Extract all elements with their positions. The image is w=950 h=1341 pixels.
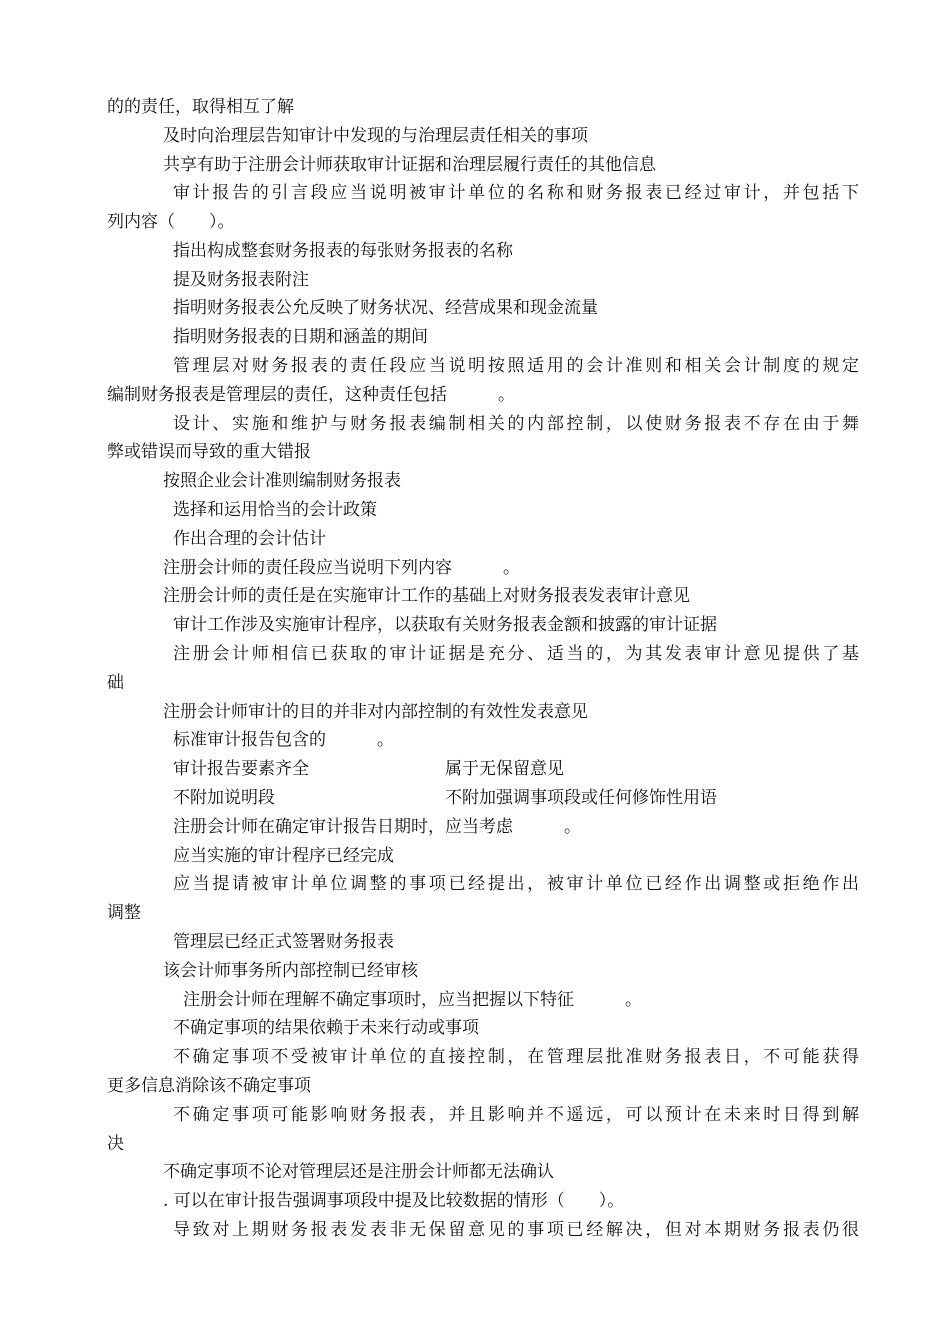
text-line: 按照企业会计准则编制财务报表 bbox=[163, 471, 401, 491]
text-line: 设计、实施和维护与财务报表编制相关的内部控制，以使财务报表不存在由于舞 bbox=[173, 414, 859, 434]
text-line: 审计报告的引言段应当说明被审计单位的名称和财务报表已经过审计，并包括下 bbox=[173, 183, 859, 203]
text-line: 注册会计师的责任是在实施审计工作的基础上对财务报表发表审计意见 bbox=[163, 586, 690, 606]
text-line: 的的责任，取得相互了解 bbox=[107, 97, 294, 117]
text-line: 该会计师事务所内部控制已经审核 bbox=[163, 961, 418, 981]
text-line: 作出合理的会计估计 bbox=[173, 529, 326, 549]
text-line: 注册会计师的责任段应当说明下列内容 。 bbox=[163, 558, 520, 578]
text-line: 决 bbox=[107, 1134, 124, 1154]
text-line: 不附加强调事项段或任何修饰性用语 bbox=[445, 788, 717, 808]
text-line: 共享有助于注册会计师获取审计证据和治理层履行责任的其他信息 bbox=[163, 155, 656, 175]
text-line: 选择和运用恰当的会计政策 bbox=[173, 500, 377, 520]
text-line: 不确定事项不受被审计单位的直接控制，在管理层批准财务报表日，不可能获得 bbox=[173, 1047, 859, 1067]
text-line: 标准审计报告包含的 。 bbox=[173, 730, 394, 750]
text-line: 列内容（ ）。 bbox=[107, 212, 235, 232]
text-line: 管理层对财务报表的责任段应当说明按照适用的会计准则和相关会计制度的规定 bbox=[173, 356, 859, 376]
text-line: 不附加说明段 bbox=[173, 788, 275, 808]
text-line: 础 bbox=[107, 673, 124, 693]
text-line: 管理层已经正式签署财务报表 bbox=[173, 932, 394, 952]
text-line: 弊或错误而导致的重大错报 bbox=[107, 442, 311, 462]
text-line: 注册会计师在确定审计报告日期时，应当考虑 。 bbox=[173, 817, 581, 837]
text-line: 注册会计师在理解不确定事项时，应当把握以下特征 。 bbox=[183, 990, 642, 1010]
text-line: 审计报告要素齐全 bbox=[173, 759, 309, 779]
text-line: 更多信息消除该不确定事项 bbox=[107, 1076, 311, 1096]
text-line: 不确定事项不论对管理层还是注册会计师都无法确认 bbox=[163, 1162, 554, 1182]
text-line: 不确定事项可能影响财务报表，并且影响并不遥远，可以预计在未来时日得到解 bbox=[173, 1105, 859, 1125]
text-line: . 可以在审计报告强调事项段中提及比较数据的情形（ ）。 bbox=[163, 1191, 625, 1211]
text-line: 指出构成整套财务报表的每张财务报表的名称 bbox=[173, 241, 513, 261]
text-line: 应当实施的审计程序已经完成 bbox=[173, 846, 394, 866]
text-line: 指明财务报表的日期和涵盖的期间 bbox=[173, 327, 428, 347]
text-line: 应当提请被审计单位调整的事项已经提出，被审计单位已经作出调整或拒绝作出 bbox=[173, 874, 859, 894]
text-line: 注册会计师审计的目的并非对内部控制的有效性发表意见 bbox=[163, 702, 588, 722]
text-line: 及时向治理层告知审计中发现的与治理层责任相关的事项 bbox=[163, 126, 588, 146]
text-line: 审计工作涉及实施审计程序，以获取有关财务报表金额和披露的审计证据 bbox=[173, 615, 717, 635]
text-line: 注册会计师相信已获取的审计证据是充分、适当的，为其发表审计意见提供了基 bbox=[173, 644, 859, 664]
text-line: 编制财务报表是管理层的责任，这种责任包括 。 bbox=[107, 385, 515, 405]
text-line: 提及财务报表附注 bbox=[173, 270, 309, 290]
text-line: 指明财务报表公允反映了财务状况、经营成果和现金流量 bbox=[173, 298, 598, 318]
text-line: 属于无保留意见 bbox=[445, 759, 564, 779]
text-line: 调整 bbox=[107, 903, 141, 923]
text-line: 不确定事项的结果依赖于未来行动或事项 bbox=[173, 1018, 479, 1038]
text-line: 导致对上期财务报表发表非无保留意见的事项已经解决，但对本期财务报表仍很 bbox=[173, 1220, 859, 1240]
